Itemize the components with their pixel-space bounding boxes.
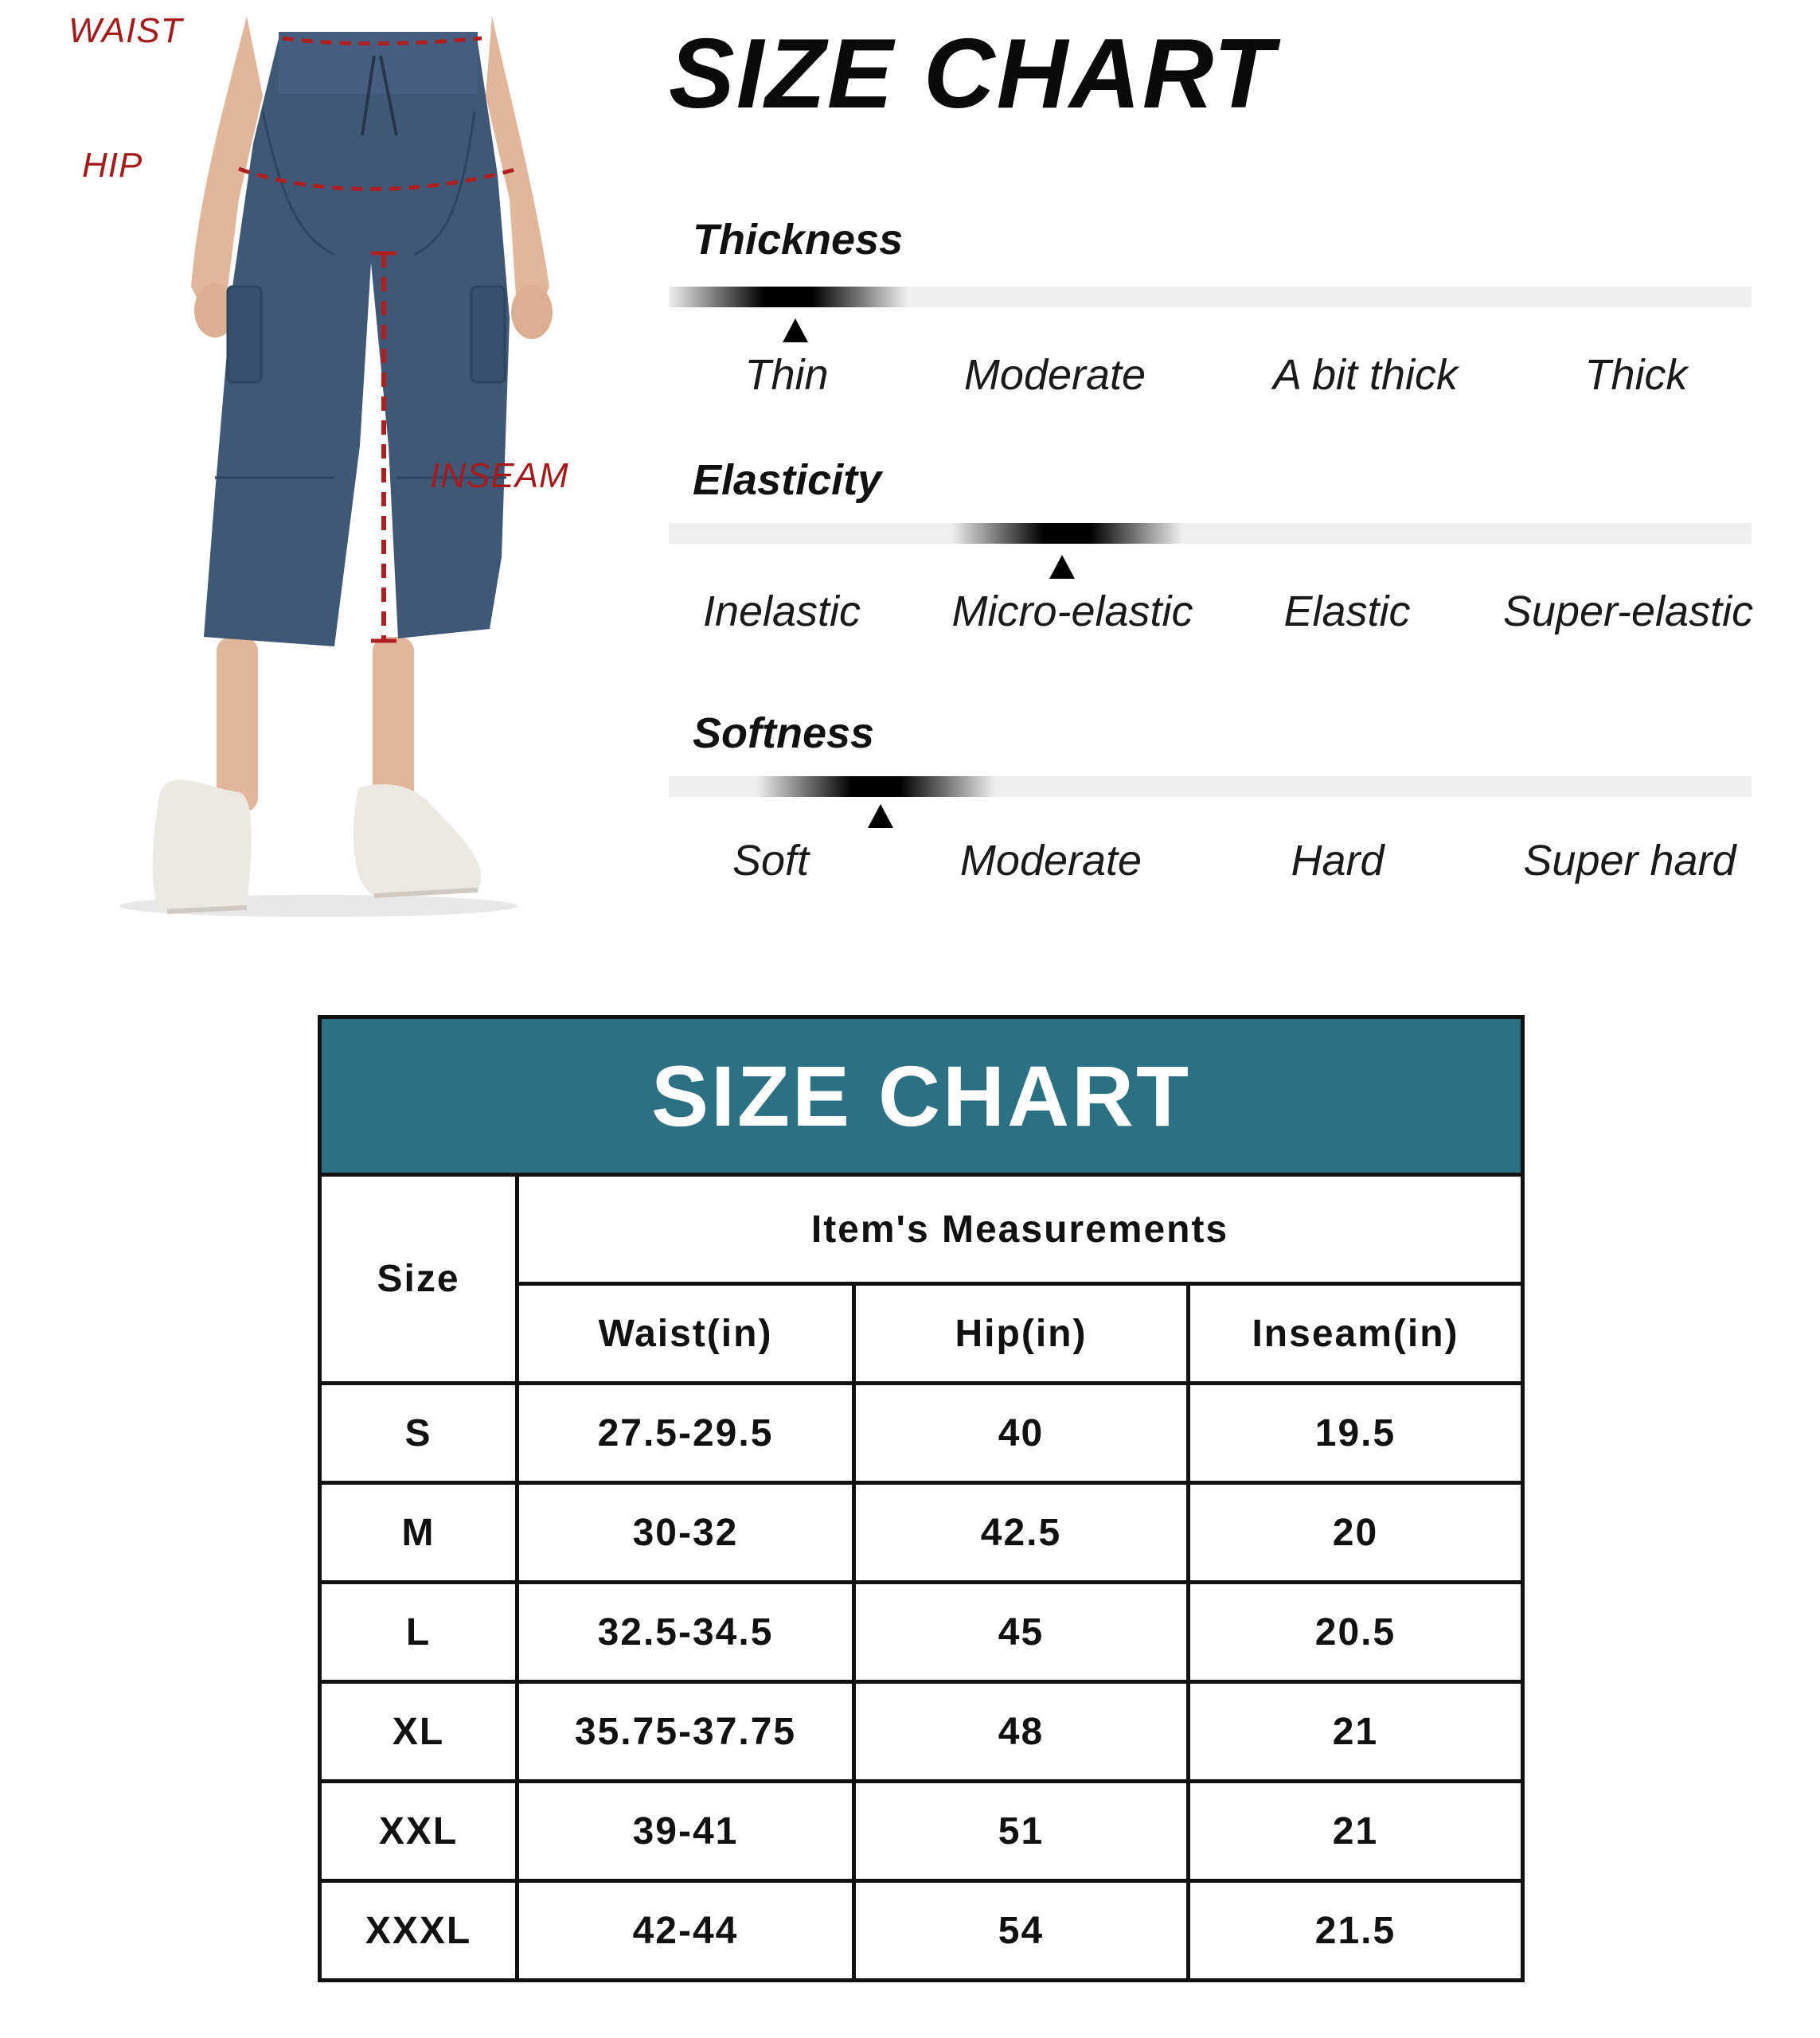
size-cell: XL (392, 1710, 445, 1753)
size-cell: L (405, 1610, 432, 1653)
waist-cell: 30-32 (632, 1511, 739, 1554)
scale-title: Elasticity (693, 456, 882, 504)
size-column-header: Size (377, 1258, 460, 1300)
inseam-cell: 20.5 (1314, 1610, 1396, 1653)
scale-option: Hard (1291, 837, 1385, 884)
scale-title: Softness (693, 709, 875, 757)
softness-scale (669, 709, 1752, 900)
hip-cell: 48 (998, 1710, 1045, 1753)
inseam-cell: 21 (1332, 1810, 1379, 1853)
table-header (322, 1019, 1521, 1177)
hip-cell: 45 (998, 1610, 1045, 1653)
scale-track (669, 776, 1752, 797)
inseam-cell: 21.5 (1314, 1909, 1396, 1952)
scale-option: Inelastic (702, 588, 861, 635)
measurements-group-header: Item's Measurements (810, 1208, 1229, 1251)
scale-track (669, 287, 1752, 307)
scale-option: Moderate (963, 351, 1146, 399)
size-cell: XXXL (365, 1909, 472, 1952)
scale-option: Thin (744, 351, 829, 399)
hip-cell: 54 (998, 1909, 1045, 1952)
scale-option: Soft (732, 837, 810, 884)
size-cell: S (404, 1411, 432, 1454)
model-illustration (0, 0, 637, 931)
inseam-cell: 19.5 (1314, 1411, 1396, 1454)
inseam-cell: 20 (1332, 1511, 1379, 1554)
hip-label: HIP (82, 146, 143, 185)
selected-arrow-icon (1049, 555, 1075, 579)
hip-column-header: Hip(in) (955, 1312, 1088, 1355)
hip-cell: 42.5 (980, 1511, 1062, 1554)
scale-track (669, 523, 1752, 544)
waist-cell: 42-44 (632, 1909, 739, 1952)
inseam-label: INSEAM (430, 456, 569, 495)
waist-cell: 27.5-29.5 (597, 1411, 774, 1454)
scale-option: Thick (1584, 351, 1688, 399)
scale-option: Super-elastic (1502, 588, 1754, 635)
selected-arrow-icon (868, 804, 893, 828)
scale-indicator (756, 776, 995, 797)
scale-option: Micro-elastic (951, 588, 1193, 635)
hip-cell: 51 (998, 1810, 1045, 1853)
size-table (318, 1015, 1525, 1982)
elasticity-scale (669, 455, 1752, 646)
size-cell: XXL (378, 1810, 459, 1853)
scale-title: Thickness (693, 216, 904, 264)
table-title: SIZE CHART (651, 1048, 1191, 1144)
waist-cell: 32.5-34.5 (597, 1610, 774, 1653)
page-title: SIZE CHART (669, 19, 1275, 129)
scale-option: Elastic (1283, 588, 1411, 635)
inseam-cell: 21 (1332, 1710, 1379, 1753)
waist-cell: 35.75-37.75 (574, 1710, 797, 1753)
selected-arrow-icon (783, 318, 808, 342)
thickness-scale (669, 215, 1752, 406)
scale-option: Moderate (959, 837, 1142, 884)
scale-indicator (951, 523, 1182, 544)
waist-cell: 39-41 (632, 1810, 739, 1853)
scale-option: A bit thick (1272, 351, 1459, 399)
inseam-column-header: Inseam(in) (1252, 1312, 1459, 1355)
scale-indicator (669, 287, 908, 307)
waist-label: WAIST (68, 11, 183, 50)
waist-column-header: Waist(in) (598, 1312, 773, 1355)
size-cell: M (401, 1511, 435, 1554)
hip-cell: 40 (998, 1411, 1045, 1454)
scale-option: Super hard (1523, 837, 1736, 884)
